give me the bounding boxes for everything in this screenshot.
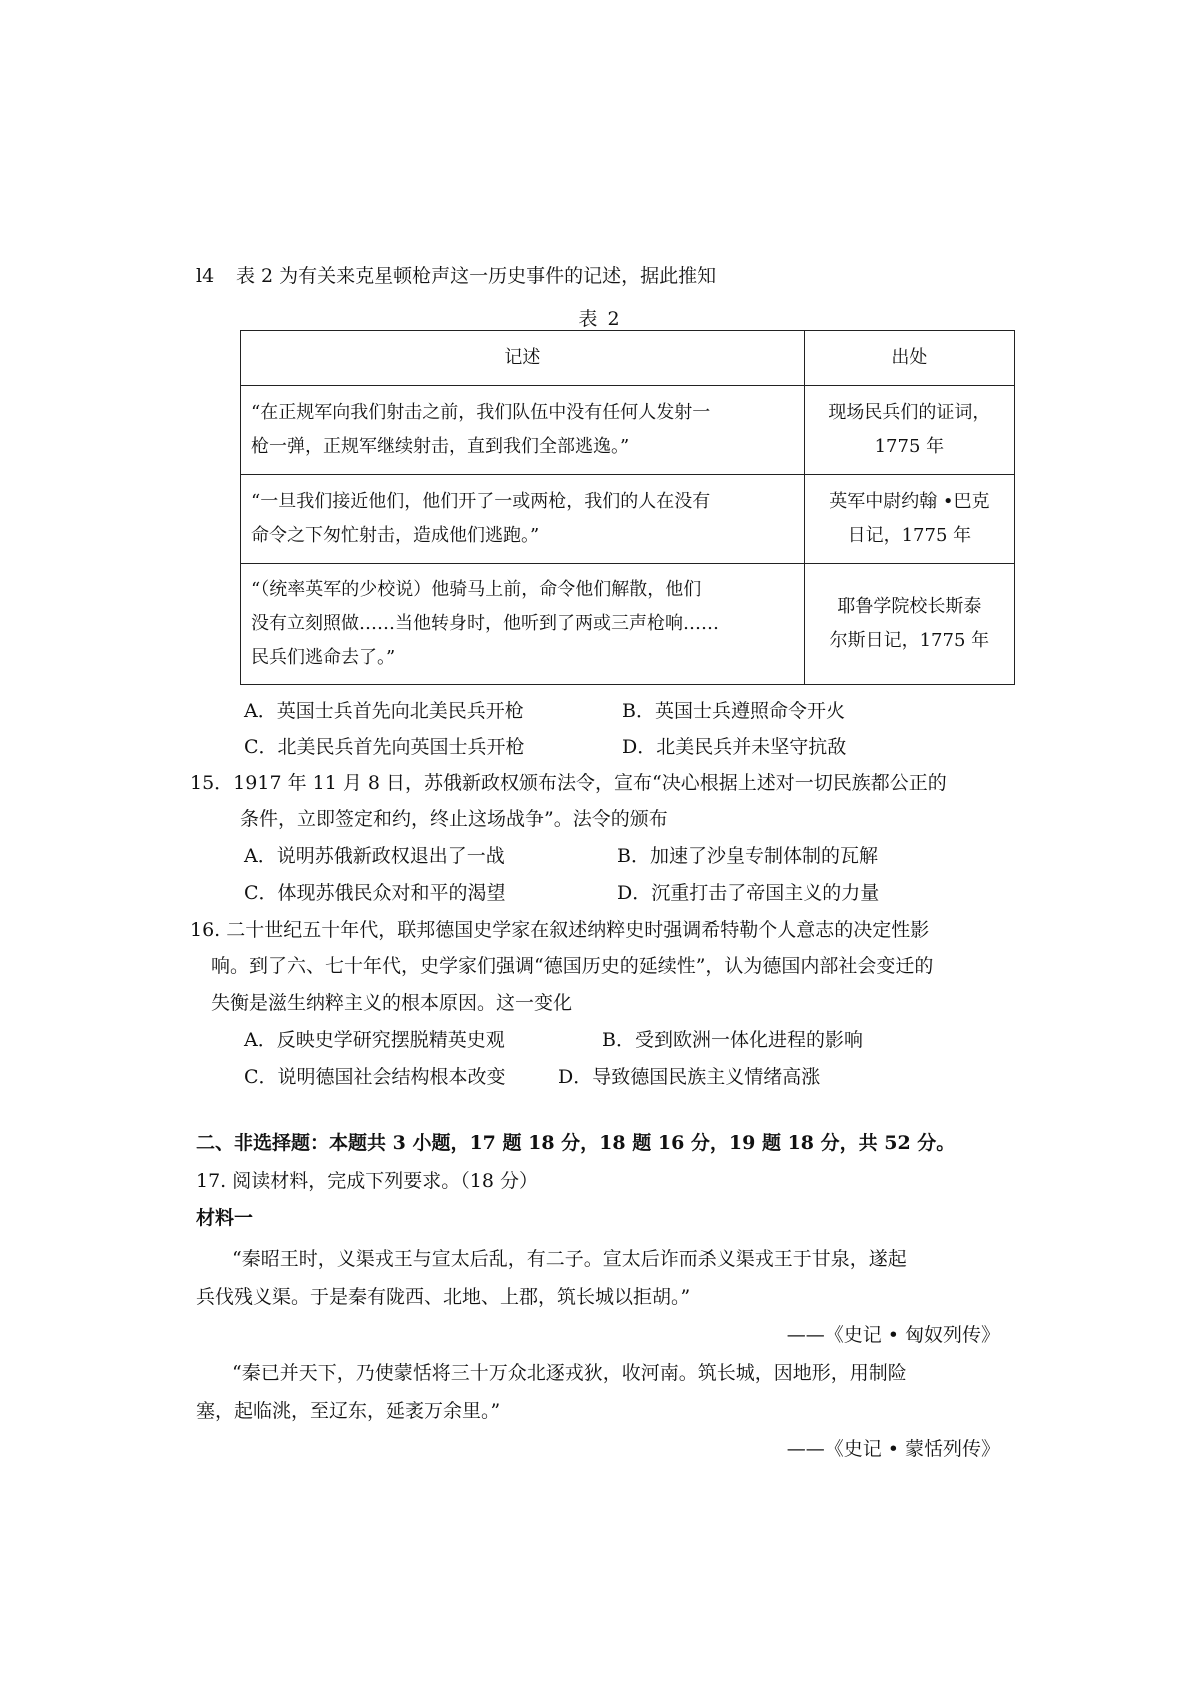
q15-option-d[interactable]: D．沉重打击了帝国主义的力量 bbox=[617, 882, 880, 904]
section-2-heading: 二、非选择题：本题共 3 小题，17 题 18 分，18 题 16 分，19 题 18 分，共 52 分。 bbox=[196, 1132, 956, 1154]
account-line: 没有立刻照做……当他转身时，他听到了两或三声枪响…… bbox=[251, 613, 719, 634]
quote-2-line: 塞，起临洮，至辽东，延袤万余里。” bbox=[196, 1400, 501, 1422]
question-14-stem: 表 2 为有关来克星顿枪声这一历史事件的记述，据此推知 bbox=[236, 265, 717, 287]
q16-option-b[interactable]: B．受到欧洲一体化进程的影响 bbox=[602, 1029, 863, 1051]
q15-option-c[interactable]: C．体现苏俄民众对和平的渴望 bbox=[244, 882, 506, 904]
account-line: 枪一弹，正规军继续射击，直到我们全部逃逸。” bbox=[251, 436, 630, 457]
source-cell bbox=[804, 564, 1014, 685]
table-row bbox=[241, 564, 1015, 685]
header-source: 出处 bbox=[804, 331, 1014, 386]
q16-option-d[interactable]: D．导致德国民族主义情绪高涨 bbox=[558, 1066, 821, 1088]
account-line: “（统率英军的少校说）他骑马上前，命令他们解散，他们 bbox=[251, 579, 702, 600]
question-16-stem-cont: 失衡是滋生纳粹主义的根本原因。这一变化 bbox=[211, 992, 573, 1014]
source-line: 英军中尉约翰 •巴克 bbox=[829, 491, 990, 512]
question-16-stem-cont: 响。到了六、七十年代，史学家们强调“德国历史的延续性”，认为德国内部社会变迁的 bbox=[211, 955, 934, 977]
account-line: “一旦我们接近他们，他们开了一或两枪，我们的人在没有 bbox=[251, 491, 711, 512]
source-line: 现场民兵们的证词， bbox=[828, 402, 991, 423]
source-line: 1775 年 bbox=[874, 436, 945, 457]
quote-2-source: ——《史记 • 蒙恬列传》 bbox=[786, 1438, 1000, 1460]
question-15-stem-cont: 条件，立即签定和约，终止这场战争”。法令的颁布 bbox=[240, 808, 668, 830]
table-header-row bbox=[241, 331, 1015, 386]
quote-1-line: 兵伐残义渠。于是秦有陇西、北地、上郡，筑长城以拒胡。” bbox=[196, 1286, 691, 1308]
material-label: 材料一 bbox=[196, 1207, 254, 1229]
source-line: 尔斯日记，1775 年 bbox=[829, 630, 990, 651]
q14-option-d[interactable]: D．北美民兵并未坚守抗敌 bbox=[622, 736, 847, 758]
quote-2-line: “秦已并天下，乃使蒙恬将三十万众北逐戎狄，收河南。筑长城，因地形，用制险 bbox=[232, 1362, 907, 1384]
header-account: 记述 bbox=[241, 331, 805, 386]
account-cell bbox=[241, 386, 805, 475]
table-row bbox=[241, 475, 1015, 564]
question-16-stem: 16. 二十世纪五十年代，联邦德国史学家在叙述纳粹史时强调希特勒个人意志的决定性影 bbox=[190, 919, 930, 941]
q14-option-b[interactable]: B．英国士兵遵照命令开火 bbox=[622, 700, 845, 722]
source-line: 日记，1775 年 bbox=[847, 525, 972, 546]
q16-option-c[interactable]: C．说明德国社会结构根本改变 bbox=[244, 1066, 506, 1088]
q15-option-b[interactable]: B．加速了沙皇专制体制的瓦解 bbox=[617, 845, 878, 867]
table-row bbox=[241, 386, 1015, 475]
quote-1-line: “秦昭王时，义渠戎王与宣太后乱，有二子。宣太后诈而杀义渠戎王于甘泉，遂起 bbox=[232, 1248, 907, 1270]
quote-1-source: ——《史记 • 匈奴列传》 bbox=[786, 1324, 1000, 1346]
account-line: 民兵们逃命去了。” bbox=[251, 647, 396, 668]
account-cell bbox=[241, 564, 805, 685]
source-line: 耶鲁学院校长斯泰 bbox=[837, 596, 982, 617]
account-cell bbox=[241, 475, 805, 564]
table-2 bbox=[240, 330, 1015, 685]
table-caption: 表 2 bbox=[578, 308, 622, 330]
q16-option-a[interactable]: A．反映史学研究摆脱精英史观 bbox=[244, 1029, 505, 1051]
source-cell bbox=[804, 475, 1014, 564]
q15-option-a[interactable]: A．说明苏俄新政权退出了一战 bbox=[244, 845, 505, 867]
account-line: “在正规军向我们射击之前，我们队伍中没有任何人发射一 bbox=[251, 402, 711, 423]
question-14-number: l4 bbox=[196, 265, 215, 287]
account-line: 命令之下匆忙射击，造成他们逃跑。” bbox=[251, 525, 540, 546]
q14-option-a[interactable]: A．英国士兵首先向北美民兵开枪 bbox=[244, 700, 524, 722]
q14-option-c[interactable]: C．北美民兵首先向英国士兵开枪 bbox=[244, 736, 525, 758]
question-15-stem: 15．1917 年 11 月 8 日，苏俄新政权颁布法令，宣布“决心根据上述对一切民族都公正的 bbox=[190, 772, 947, 794]
question-17-stem: 17. 阅读材料，完成下列要求。（18 分） bbox=[196, 1170, 538, 1192]
source-cell bbox=[804, 386, 1014, 475]
